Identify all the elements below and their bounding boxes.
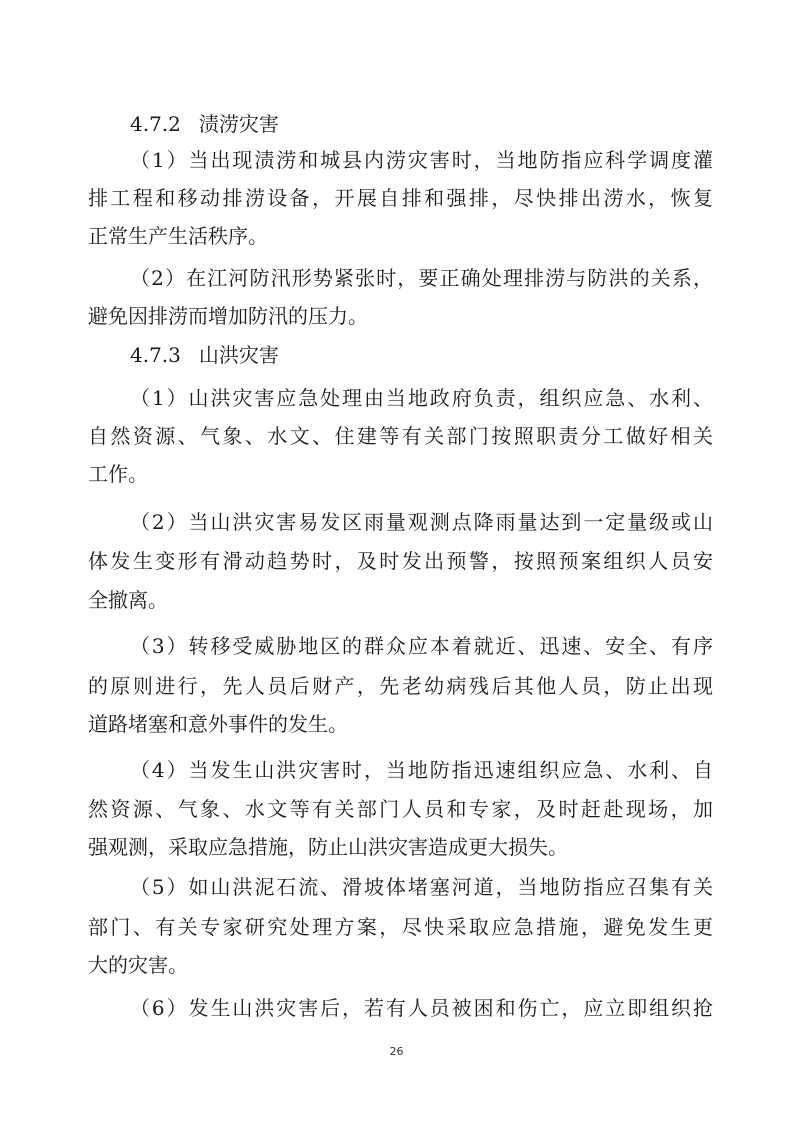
- paragraph-line: （4）当发生山洪灾害时，当地防指迅速组织应急、水利、自: [130, 758, 713, 782]
- paragraph-line: 部门、有关专家研究处理方案，尽快采取应急措施，避免发生更: [88, 915, 713, 939]
- paragraph-line: 工作。: [88, 462, 148, 486]
- paragraph-line: 大的灾害。: [88, 953, 188, 977]
- paragraph-line: 的原则进行，先人员后财产，先老幼病残后其他人员，防止出现: [88, 674, 713, 698]
- paragraph-line: （1）当出现渍涝和城县内涝灾害时，当地防指应科学调度灌: [130, 148, 713, 172]
- section-number: 4.7.2: [130, 112, 181, 136]
- section-title: 山洪灾害: [198, 343, 279, 367]
- paragraph-line: （5）如山洪泥石流、滑坡体堵塞河道，当地防指应召集有关: [130, 875, 713, 899]
- section-number: 4.7.3: [130, 343, 181, 367]
- paragraph-line: 强观测，采取应急措施，防止山洪灾害造成更大损失。: [88, 835, 568, 859]
- paragraph-line: （2）在江河防汛形势紧张时，要正确处理排涝与防洪的关系，: [130, 266, 713, 290]
- section-heading: [130, 107, 713, 141]
- paragraph-line: （1）山洪灾害应急处理由当地政府负责，组织应急、水利、: [130, 386, 713, 410]
- paragraph-line: （6）发生山洪灾害后，若有人员被困和伤亡，应立即组织抢: [130, 996, 713, 1020]
- paragraph-line: （2）当山洪灾害易发区雨量观测点降雨量达到一定量级或山: [130, 510, 713, 534]
- section-heading: [130, 338, 713, 372]
- section-title: 渍涝灾害: [198, 112, 279, 136]
- paragraph-line: 然资源、气象、水文等有关部门人员和专家，及时赶赴现场，加: [88, 797, 713, 821]
- paragraph-line: 道路堵塞和意外事件的发生。: [88, 712, 348, 736]
- paragraph-line: 全撤离。: [88, 588, 168, 612]
- paragraph-line: 排工程和移动排涝设备，开展自排和强排，尽快排出涝水，恢复: [88, 186, 713, 210]
- paragraph-line: （3）转移受威胁地区的群众应本着就近、迅速、安全、有序: [130, 634, 713, 658]
- paragraph-line: 体发生变形有滑动趋势时，及时发出预警，按照预案组织人员安: [88, 549, 713, 573]
- paragraph-line: 自然资源、气象、水文、住建等有关部门按照职责分工做好相关: [88, 424, 713, 448]
- paragraph-line: 避免因排涝而增加防汛的压力。: [88, 304, 368, 328]
- page-number: 26: [389, 1045, 404, 1058]
- paragraph-line: 正常生产生活秩序。: [88, 224, 268, 248]
